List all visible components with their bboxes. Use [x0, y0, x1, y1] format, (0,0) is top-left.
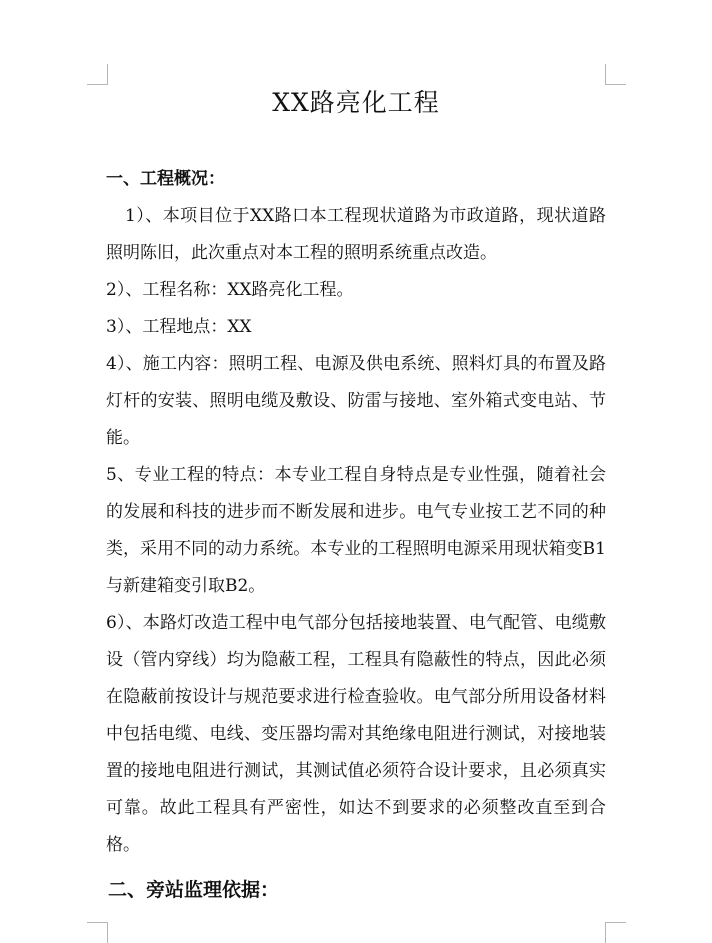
- margin-mark-top-left: [87, 64, 108, 85]
- paragraph-features: 5、专业工程的特点：本专业工程自身特点是专业性强，随着社会的发展和科技的进步而不断发展和进步。电气专业按工艺不同的种类，采用不同的动力系统。本专业的工程照明电源采用现状箱变B1与新建箱变引取B2。: [106, 465, 606, 596]
- section-heading-basis: 二、旁站监理依据：: [108, 879, 280, 901]
- document-title: XX路亮化工程: [272, 88, 440, 117]
- margin-mark-bottom-right: [605, 922, 626, 943]
- margin-mark-top-right: [605, 64, 626, 85]
- section-heading-overview: 一、工程概况：: [106, 169, 225, 189]
- document-body: [106, 198, 606, 864]
- paragraph-project-site: 3）、工程地点：XX: [106, 317, 252, 337]
- margin-mark-bottom-left: [87, 922, 108, 943]
- paragraph-project-name: 2）、工程名称：XX路亮化工程。: [106, 280, 354, 300]
- paragraph-scope: 4）、施工内容：照明工程、电源及供电系统、照料灯具的布置及路灯杆的安装、照明电缆及敷设、防雷与接地、室外箱式变电站、节能。: [106, 354, 606, 448]
- paragraph-location: 1）、本项目位于XX路口本工程现状道路为市政道路，现状道路照明陈旧，此次重点对本工程的照明系统重点改造。: [106, 206, 606, 263]
- paragraph-concealed-works: 6）、本路灯改造工程中电气部分包括接地装置、电气配管、电缆敷设（管内穿线）均为隐蔽工程，工程具有隐蔽性的特点，因此必须在隐蔽前按设计与规范要求进行检查验收。电气部分所用设备材料中包括电缆、电线、变压器均需对其绝缘电阻进行测试，对接地装置的接地电阻进行测试，其测试值必须符合设计要求，且必须真实可靠。故此工程具有严密性，如达不到要求的必须整改直至到合格。: [106, 613, 606, 855]
